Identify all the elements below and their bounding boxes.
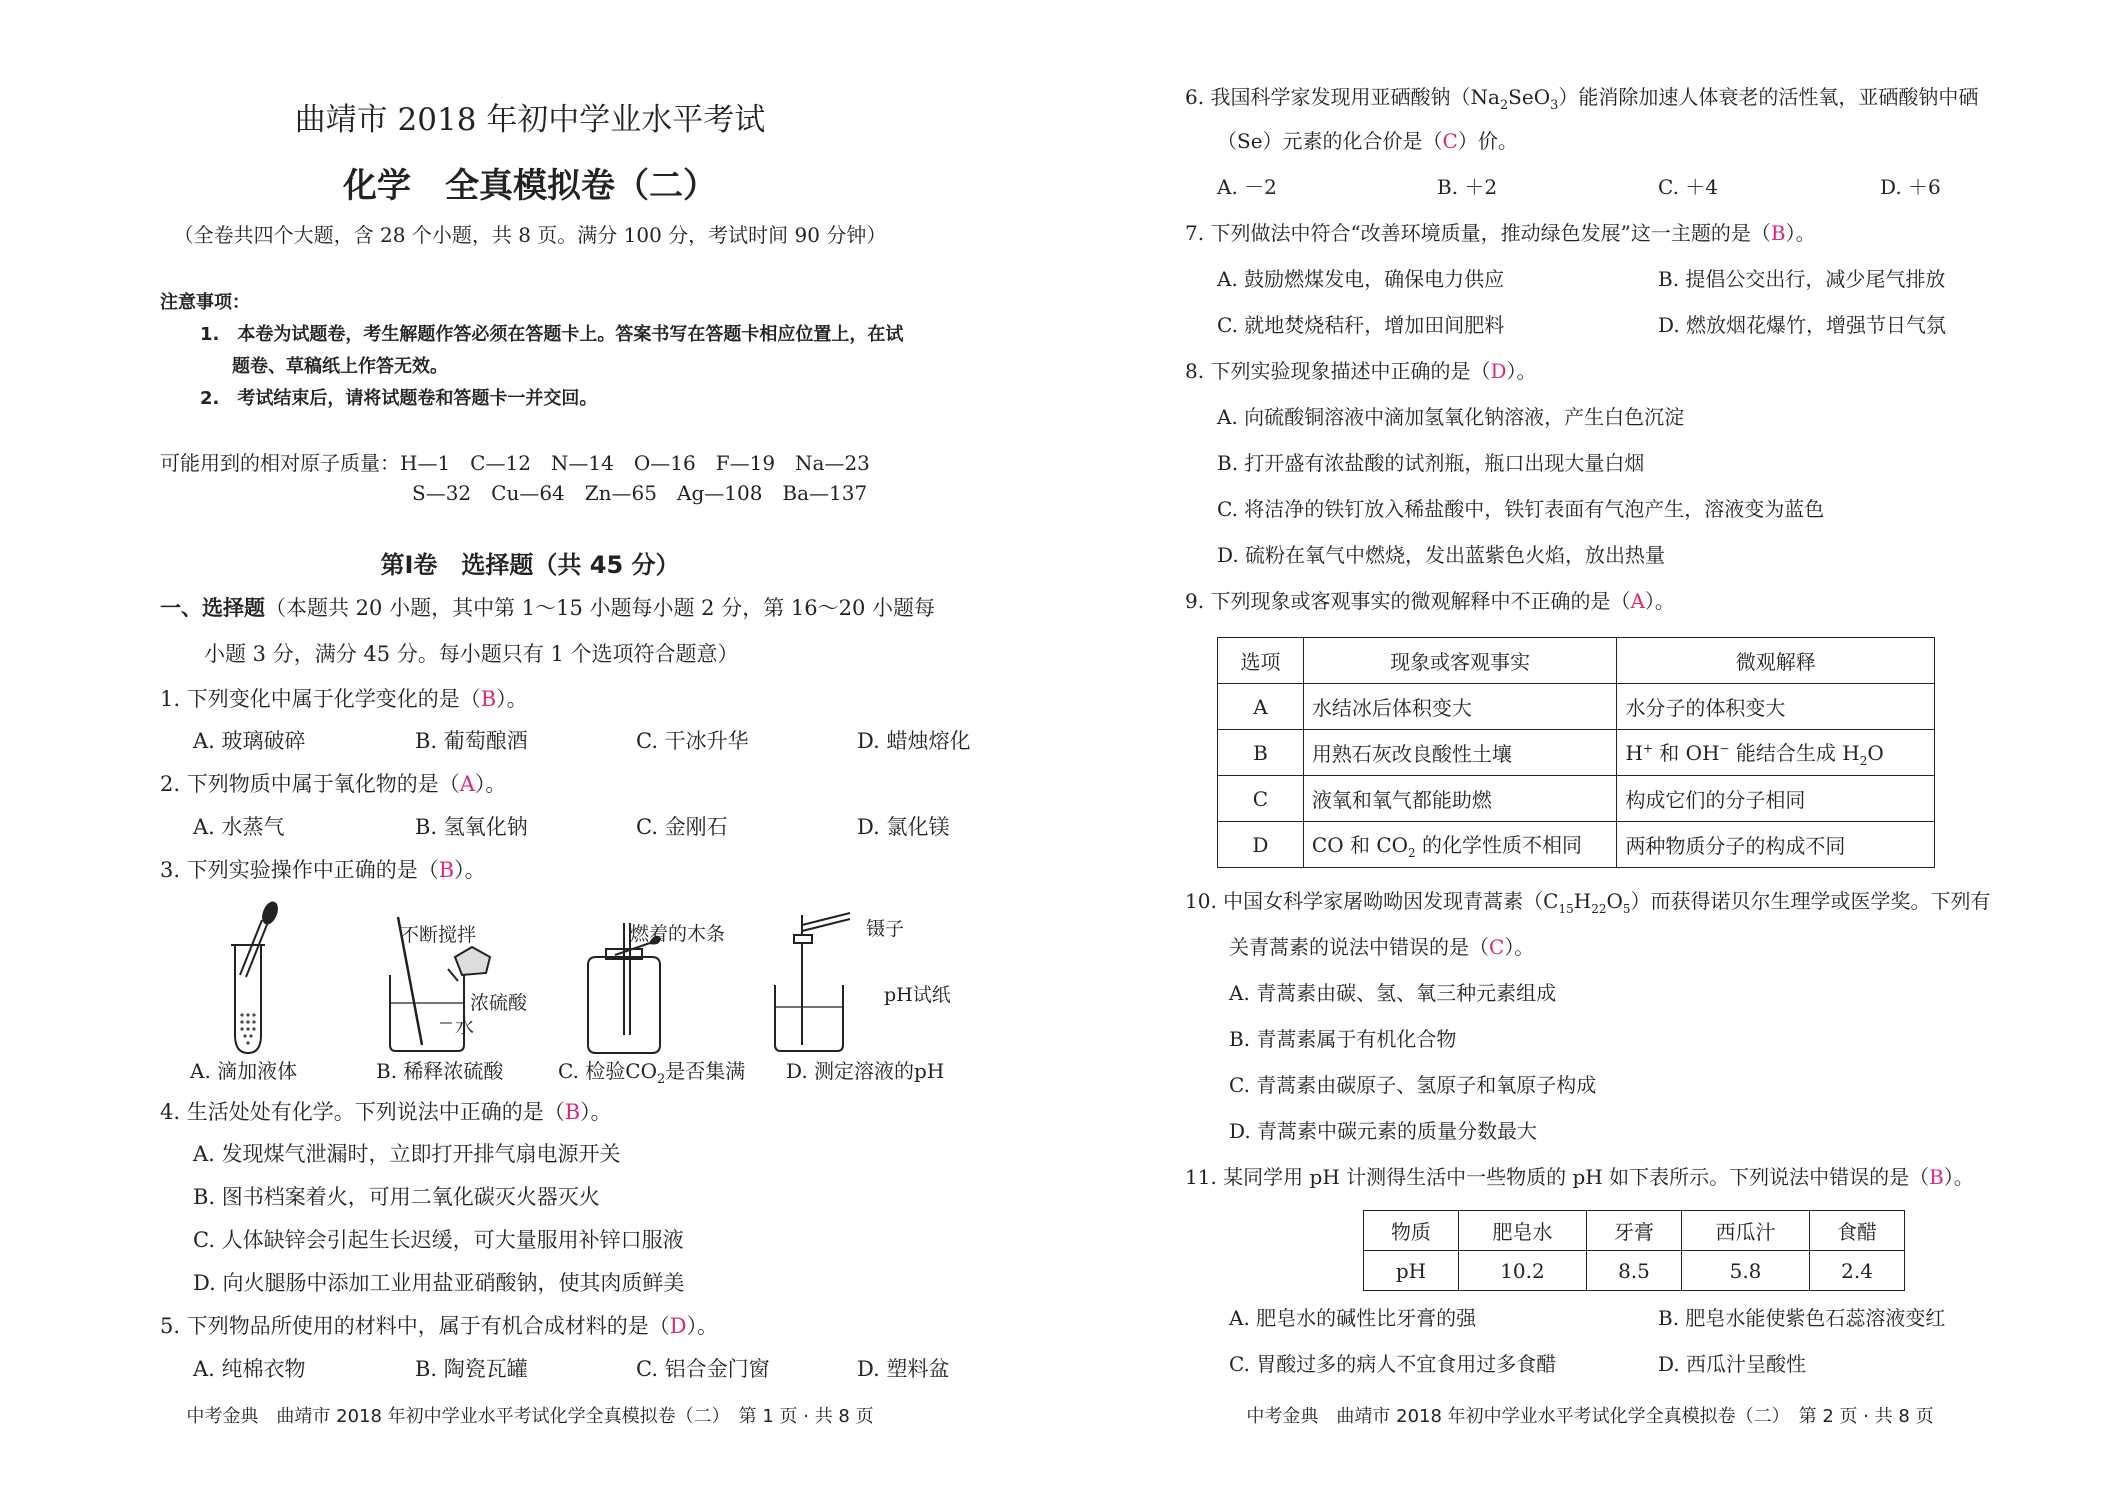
q11-table-header: 物质 肥皂水 牙膏 西瓜汁 食醋 — [1364, 1211, 1905, 1251]
answer-8: D — [1490, 359, 1507, 383]
q8-option-c: C. 将洁净的铁钉放入稀盐酸中，铁钉表面有气泡产生，溶液变为蓝色 — [1217, 497, 1825, 521]
answer-1: B — [480, 687, 497, 711]
ph-test-figure — [775, 913, 850, 1051]
q4-option-d: D. 向火腿肠中添加工业用盐亚硝酸钠，使其肉质鲜美 — [193, 1271, 685, 1295]
q1-option-b: B. 葡萄酿酒 — [415, 729, 528, 753]
page-footer-2: 中考金典 曲靖市 2018 年初中学业水平考试化学全真模拟卷（二） 第 2 页 · 共 8 页 — [1246, 1406, 1934, 1427]
q11-ph-table — [1363, 1210, 1905, 1291]
question-1-stem: 1. 下列变化中属于化学变化的是（ — [160, 687, 481, 711]
answer-10: C — [1489, 935, 1505, 959]
question-3 — [160, 856, 486, 884]
callout-water: 水 — [455, 1016, 475, 1038]
answer-5: D — [669, 1314, 687, 1338]
q9-table-header — [1218, 638, 1935, 684]
question-6-cont: （Se）元素的化合价是（C）价。 — [1217, 129, 1518, 153]
q11-option-c: C. 胃酸过多的病人不宜食用过多食醋 — [1229, 1352, 1557, 1376]
question-7: 7. 下列做法中符合“改善环境质量，推动绿色发展”这一主题的是（B）。 — [1185, 221, 1816, 245]
q10-option-c: C. 青蒿素由碳原子、氢原子和氧原子构成 — [1229, 1073, 1597, 1097]
answer-6: C — [1442, 129, 1458, 153]
part-desc: （本题共 20 小题，其中第 1～15 小题每小题 2 分，第 16～20 小题每 — [265, 596, 936, 620]
question-5-end: ）。 — [686, 1314, 719, 1338]
q4-option-a: A. 发现煤气泄漏时，立即打开排气扇电源开关 — [193, 1142, 621, 1166]
question-4-stem: 4. 生活处处有化学。下列说法中正确的是（ — [160, 1100, 565, 1124]
q9-header-explanation: 微观解释 — [1617, 638, 1935, 684]
table-row: C 液氧和氧气都能助燃 构成它们的分子相同 — [1218, 776, 1935, 822]
question-6: 6. 我国科学家发现用亚硒酸钠$(Na_2SeO_3)$能消除加速人体衰老的活性氧，亚硒酸钠中硒 — [1185, 85, 1979, 113]
q4-option-c: C. 人体缺锌会引起生长迟缓，可大量服用补锌口服液 — [193, 1228, 684, 1252]
q2-option-d: D. 氯化镁 — [857, 815, 950, 839]
q11-option-a: A. 肥皂水的碱性比牙膏的强 — [1229, 1306, 1477, 1330]
q7-option-a: A. 鼓励燃煤发电，确保电力供应 — [1217, 267, 1505, 291]
q9-table — [1217, 637, 1935, 868]
question-1 — [160, 685, 528, 713]
q5-option-b: B. 陶瓷瓦罐 — [415, 1357, 528, 1381]
question-3-stem: 3. 下列实验操作中正确的是（ — [160, 858, 439, 882]
q1-option-a: A. 玻璃破碎 — [193, 729, 306, 753]
fig-label-b: B. 稀释浓硫酸 — [376, 1059, 504, 1083]
q1-option-d: D. 蜡烛熔化 — [857, 729, 971, 753]
q2-option-a: A. 水蒸气 — [193, 815, 285, 839]
question-5 — [160, 1312, 718, 1340]
part-desc-cont: 小题 3 分，满分 45 分。每小题只有 1 个选项符合题意） — [204, 642, 739, 666]
q5-option-d: D. 塑料盆 — [857, 1357, 950, 1381]
q7-option-b: B. 提倡公交出行，减少尾气排放 — [1658, 267, 1946, 291]
question-4-end: ）。 — [580, 1100, 612, 1124]
question-3-end: ）。 — [454, 858, 486, 882]
exam-title: 曲靖市 2018 年初中学业水平考试 — [294, 102, 766, 138]
part-label: 一、选择题 — [160, 596, 265, 620]
question-4 — [160, 1098, 612, 1126]
exam-info: （全卷共四个大题，含 28 个小题，共 8 页。满分 100 分，考试时间 90 分钟） — [173, 223, 887, 247]
answer-3: B — [438, 858, 455, 882]
fig-label-c: C. 检验$CO_2$是否集满 — [558, 1059, 746, 1087]
callout-conc-acid: 浓硫酸 — [470, 992, 528, 1014]
question-11: 11. 某同学用 pH 计测得生活中一些物质的 pH 如下表所示。下列说法中错误的是（B）。 — [1185, 1165, 1974, 1189]
q10-option-a: A. 青蒿素由碳、氢、氧三种元素组成 — [1229, 981, 1557, 1005]
q6-option-b: B. ＋2 — [1437, 175, 1498, 199]
q6-option-a: A. －2 — [1217, 175, 1277, 199]
question-8: 8. 下列实验现象描述中正确的是（D）。 — [1185, 359, 1537, 383]
part-header — [160, 594, 935, 622]
q1-option-c: C. 干冰升华 — [636, 729, 749, 753]
question-9: 9. 下列现象或客观事实的微观解释中不正确的是（A）。 — [1185, 589, 1675, 613]
fig-label-d: D. 测定溶液的pH — [786, 1059, 945, 1083]
q8-option-a: A. 向硫酸铜溶液中滴加氢氧化钠溶液，产生白色沉淀 — [1217, 405, 1685, 429]
q5-option-a: A. 纯棉衣物 — [193, 1357, 306, 1381]
page-2 — [1060, 0, 2120, 1508]
table-row: D CO 和 $CO_2$ 的化学性质不相同 两种物质分子的构成不同 — [1218, 822, 1935, 868]
callout-ph-paper: pH试纸 — [884, 984, 951, 1006]
q9-header-fact: 现象或客观事实 — [1303, 638, 1617, 684]
answer-9: A — [1630, 589, 1645, 613]
notice-item-1-cont: 题卷、草稿纸上作答无效。 — [232, 356, 448, 377]
question-1-end: ）。 — [496, 687, 528, 711]
answer-11: B — [1929, 1165, 1944, 1189]
question-5-stem: 5. 下列物品所使用的材料中，属于有机合成材料的是（ — [160, 1314, 670, 1338]
table-row: A 水结冰后体积变大 水分子的体积变大 — [1218, 684, 1935, 730]
callout-tweezers: 镊子 — [866, 918, 905, 940]
callout-stirring: 不断搅拌 — [400, 924, 477, 946]
notice-heading: 注意事项： — [160, 292, 250, 313]
q6-option-c: C. ＋4 — [1658, 175, 1719, 199]
q2-option-b: B. 氢氧化钠 — [415, 815, 528, 839]
question-10: 10. 中国女科学家屠呦呦因发现青蒿素$(C_{15}H_{22}O_5)$而获得诺贝尔生理学或医学奖。下列有 — [1185, 889, 1991, 916]
notice-item-1: 1. 本卷为试题卷，考生解题作答必须在答题卡上。答案书写在答题卡相应位置上，在试 — [200, 324, 904, 345]
q10-option-d: D. 青蒿素中碳元素的质量分数最大 — [1229, 1119, 1538, 1143]
table-row: B 用熟石灰改良酸性土壤 H+ 和 OH− 能结合生成 $H_2O$ — [1218, 730, 1935, 776]
q4-option-b: B. 图书档案着火，可用二氧化碳灭火器灭火 — [193, 1185, 600, 1209]
q10-option-b: B. 青蒿素属于有机化合物 — [1229, 1027, 1457, 1051]
atomic-mass-line-2: S—32 Cu—64 Zn—65 Ag—108 Ba—137 — [412, 481, 868, 505]
page-footer-1: 中考金典 曲靖市 2018 年初中学业水平考试化学全真模拟卷（二） 第 1 页 · 共 8 页 — [186, 1406, 874, 1427]
table-row: pH 10.2 8.5 5.8 2.4 — [1364, 1251, 1905, 1291]
q2-option-c: C. 金刚石 — [636, 815, 728, 839]
question-10-cont: 关青蒿素的说法中错误的是（C）。 — [1229, 935, 1535, 959]
q7-option-c: C. 就地焚烧秸秆，增加田间肥料 — [1217, 313, 1505, 337]
q11-option-b: B. 肥皂水能使紫色石蕊溶液变红 — [1658, 1306, 1946, 1330]
fig-label-a: A. 滴加液体 — [190, 1059, 298, 1083]
q8-option-d: D. 硫粉在氧气中燃烧，发出蓝紫色火焰，放出热量 — [1217, 543, 1666, 567]
q5-option-c: C. 铝合金门窗 — [636, 1357, 770, 1381]
q9-header-option: 选项 — [1218, 638, 1304, 684]
callout-burning-splint: 燃着的木条 — [630, 923, 726, 945]
answer-2: A — [459, 772, 475, 796]
answer-7: B — [1770, 221, 1786, 245]
q11-option-d: D. 西瓜汁呈酸性 — [1658, 1352, 1807, 1376]
q7-option-d: D. 燃放烟花爆竹，增强节日气氛 — [1658, 313, 1947, 337]
q6-option-d: D. ＋6 — [1880, 175, 1941, 199]
question-2-stem: 2. 下列物质中属于氧化物的是（ — [160, 772, 460, 796]
question-2 — [160, 770, 506, 798]
exam-subtitle: 化学 全真模拟卷（二） — [343, 166, 717, 206]
notice-item-2: 2. 考试结束后，请将试题卷和答题卡一并交回。 — [200, 388, 598, 409]
q8-option-b: B. 打开盛有浓盐酸的试剂瓶，瓶口出现大量白烟 — [1217, 451, 1645, 475]
answer-4: B — [564, 1100, 581, 1124]
section-title: 第Ⅰ卷 选择题（共 45 分） — [380, 551, 680, 579]
atomic-mass-line-1: 可能用到的相对原子质量：H—1 C—12 N—14 O—16 F—19 Na—23 — [160, 451, 870, 475]
question-2-end: ）。 — [474, 772, 507, 796]
dropper-test-tube-figure — [231, 901, 280, 1053]
